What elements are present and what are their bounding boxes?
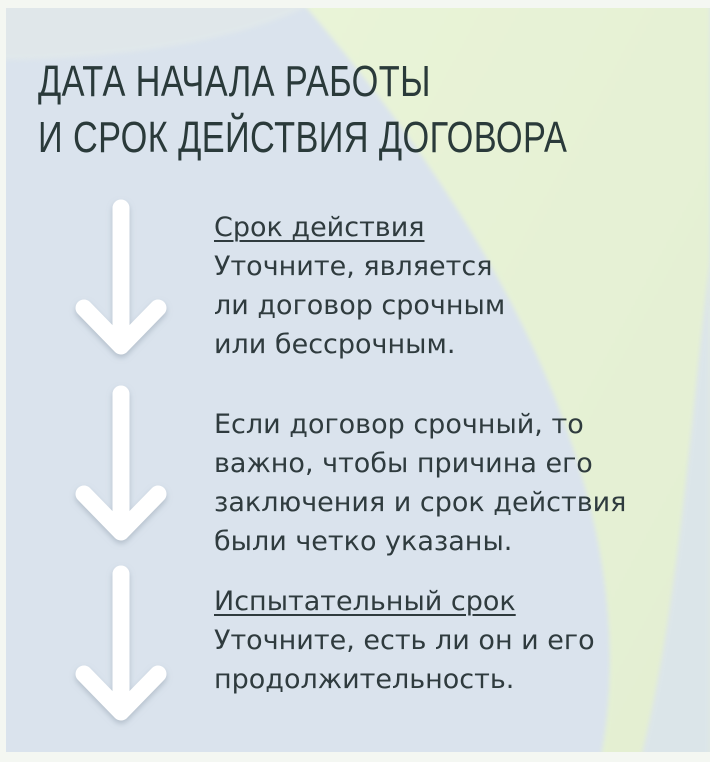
down-arrow-icon: [66, 382, 176, 552]
term-heading: Срок действия: [214, 212, 425, 243]
term-text-line: ли договор срочным: [214, 290, 506, 321]
term-text-line: или бессрочным.: [214, 329, 456, 360]
down-arrow-icon: [66, 196, 176, 366]
probation-text-line: Уточните, есть ли он и его: [214, 625, 595, 656]
fixed-term-text-line: важно, чтобы причина его: [214, 448, 593, 479]
term-text-line: Уточните, является: [214, 251, 493, 282]
fixed-term-text-line: были четко указаны.: [214, 526, 513, 557]
page-title-line-2: И СРОК ДЕЙСТВИЯ ДОГОВОРА: [38, 113, 568, 162]
term-block: [214, 208, 505, 364]
probation-heading: Испытательный срок: [214, 586, 516, 617]
fixed-term-text-line: Если договор срочный, то: [214, 409, 584, 440]
down-arrow-icon: [66, 562, 176, 732]
fixed-term-text-line: заключения и срок действия: [214, 487, 627, 518]
page-title-line-1: ДАТА НАЧАЛА РАБОТЫ: [38, 57, 431, 106]
fixed-term-block: [214, 405, 626, 561]
probation-text-line: продолжительность.: [214, 664, 515, 695]
probation-block: [214, 582, 595, 699]
